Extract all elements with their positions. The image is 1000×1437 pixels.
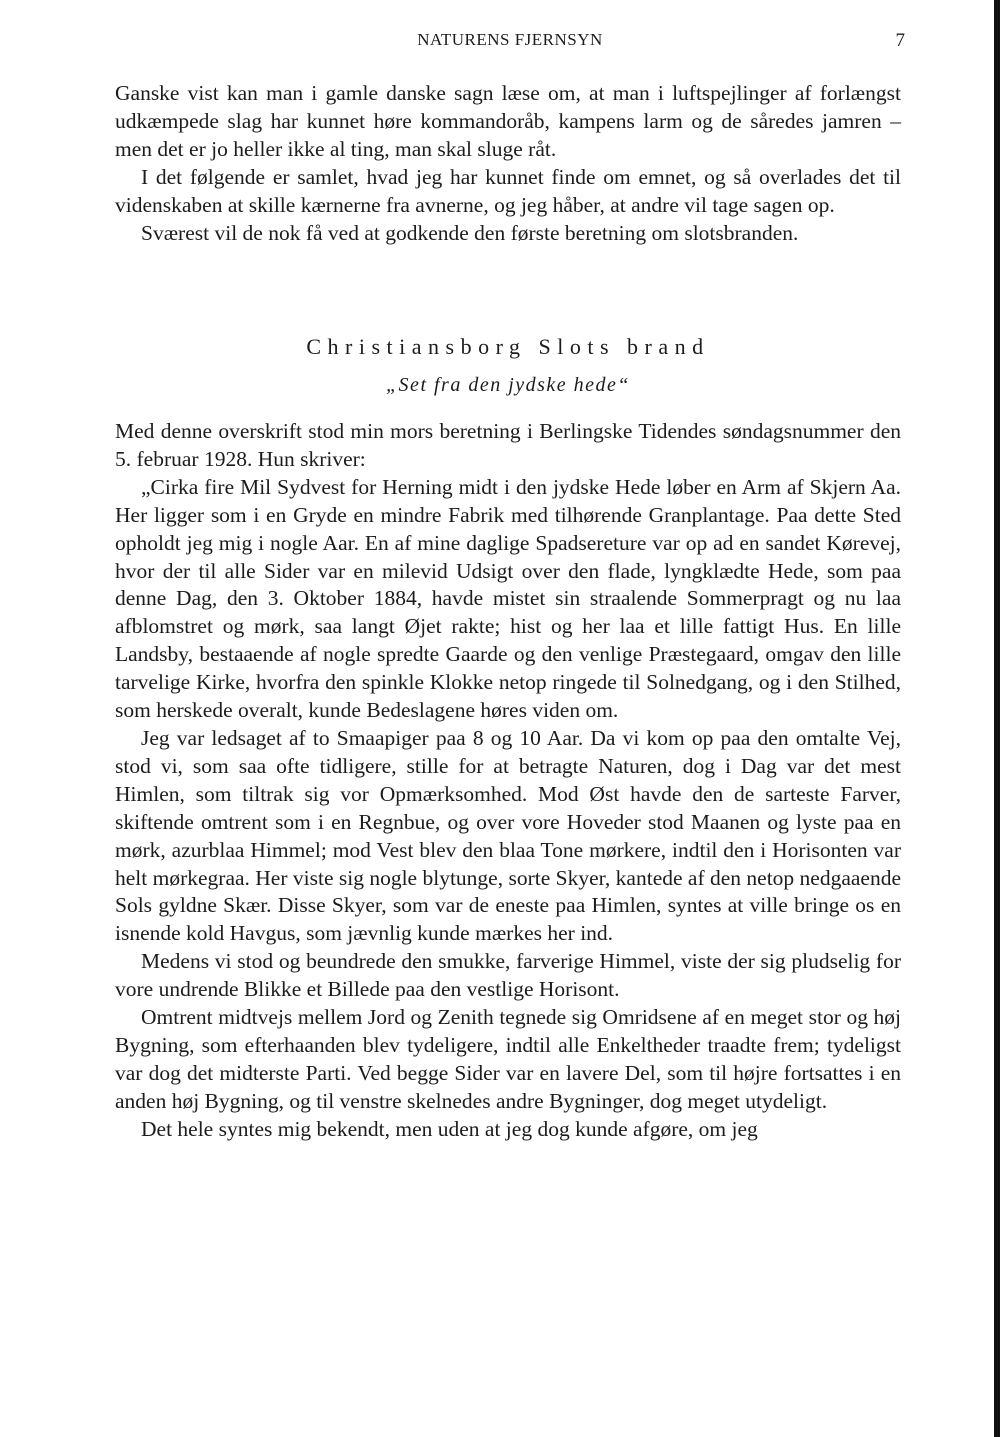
section-text — [115, 418, 901, 1144]
section-paragraph: Med denne overskrift stod min mors beretning i Berlingske Tidendes søndagsnummer den 5. februar 1928. Hun skriver: — [115, 419, 901, 471]
section-subtitle: „Set fra den jydske hede“ — [385, 374, 631, 396]
scan-edge-divider — [994, 0, 1000, 1437]
running-title: NATURENS FJERNSYN — [417, 30, 603, 49]
section-paragraph: Omtrent midtvejs mellem Jord og Zenith tegnede sig Omridsene af en meget stor og høj Bygning, som efterhaanden blev tydeligere, indtil alle Enkeltheder traadte frem; tydeligst var dog det midterste Parti. Ved begge Sider var en lavere Del, som til højre fortsattes i en anden høj Bygning, og til venstre skelnedes andre Bygninger, dog meget utydeligt. — [115, 1005, 901, 1113]
intro-text — [115, 80, 901, 247]
intro-paragraph: I det følgende er samlet, hvad jeg har kunnet finde om emnet, og så overlades det til videnskaben at skille kærnerne fra avnerne, og jeg håber, at andre vil tage sagen op. — [115, 164, 901, 217]
section-paragraph: Medens vi stod og beundrede den smukke, farverige Himmel, viste der sig pludselig for vore undrende Blikke et Billede paa den vestlige Horisont. — [115, 949, 901, 1002]
intro-paragraph: Ganske vist kan man i gamle danske sagn læse om, at man i luftspejlinger af forlængst udkæmpede slag har kunnet høre kommandoråb, kampens larm og de såredes jamren – men det er jo heller ikke al ting, man skal sluge råt. — [115, 81, 901, 161]
section-title: Christiansborg Slots brand — [306, 334, 710, 359]
section-paragraph: Det hele syntes mig bekendt, men uden at jeg dog kunde afgøre, om jeg — [141, 1116, 758, 1141]
section-paragraph: „Cirka fire Mil Sydvest for Herning midt i den jydske Hede løber en Arm af Skjern Aa. Her ligger som i en Gryde en mindre Fabrik med tilhørende Granplantage. Paa dette Sted opholdt jeg mig i nogle Aar. En af mine daglige Spadsereture var op ad en sandet Kørevej, hvor der til alle Sider var en milevid Udsigt over den flade, lyngklædte Hede, som paa denne Dag, den 3. Oktober 1884, havde mistet sin straalende Sommerpragt og nu laa afblomstret og mørk, saa langt Øjet rakte; hist og her laa et lille fattigt Hus. En lille Landsby, bestaaende af nogle spredte Gaarde og den venlige Præstegaard, omgav den lille tarvelige Kirke, hvorfra den spinkle Klokke netop ringede til Solnedgang, og i den Stilhed, som herskede overalt, kunde Bedeslagene høres viden om. — [115, 474, 901, 723]
section-paragraph: Jeg var ledsaget af to Smaapiger paa 8 og 10 Aar. Da vi kom op paa den omtalte Vej, stod vi, som saa ofte tidligere, stille for at betragte Naturen, dog i Dag var det mest Himlen, som tiltrak sig vor Opmærksomhed. Mod Øst havde den de sarteste Farver, skiftende omtrent som i en Regnbue, og over vore Hoveder stod Maanen og lyste paa en mørk, azurblaa Himmel; mod Vest blev den blaa Tone mørkere, indtil den i Horisonten var helt mørkegraa. Her viste sig nogle blytunge, sorte Skyer, kantede af den netop nedgaaende Sols gyldne Skær. Disse Skyer, som var de eneste paa Himlen, syntes at ville bringe os en isnende kold Havgus, som jævnlig kunde mærkes her ind. — [115, 725, 902, 946]
intro-paragraph: Sværest vil de nok få ved at godkende den første beretning om slotsbranden. — [141, 220, 799, 245]
page-number: 7 — [895, 30, 905, 51]
running-head — [115, 30, 905, 54]
